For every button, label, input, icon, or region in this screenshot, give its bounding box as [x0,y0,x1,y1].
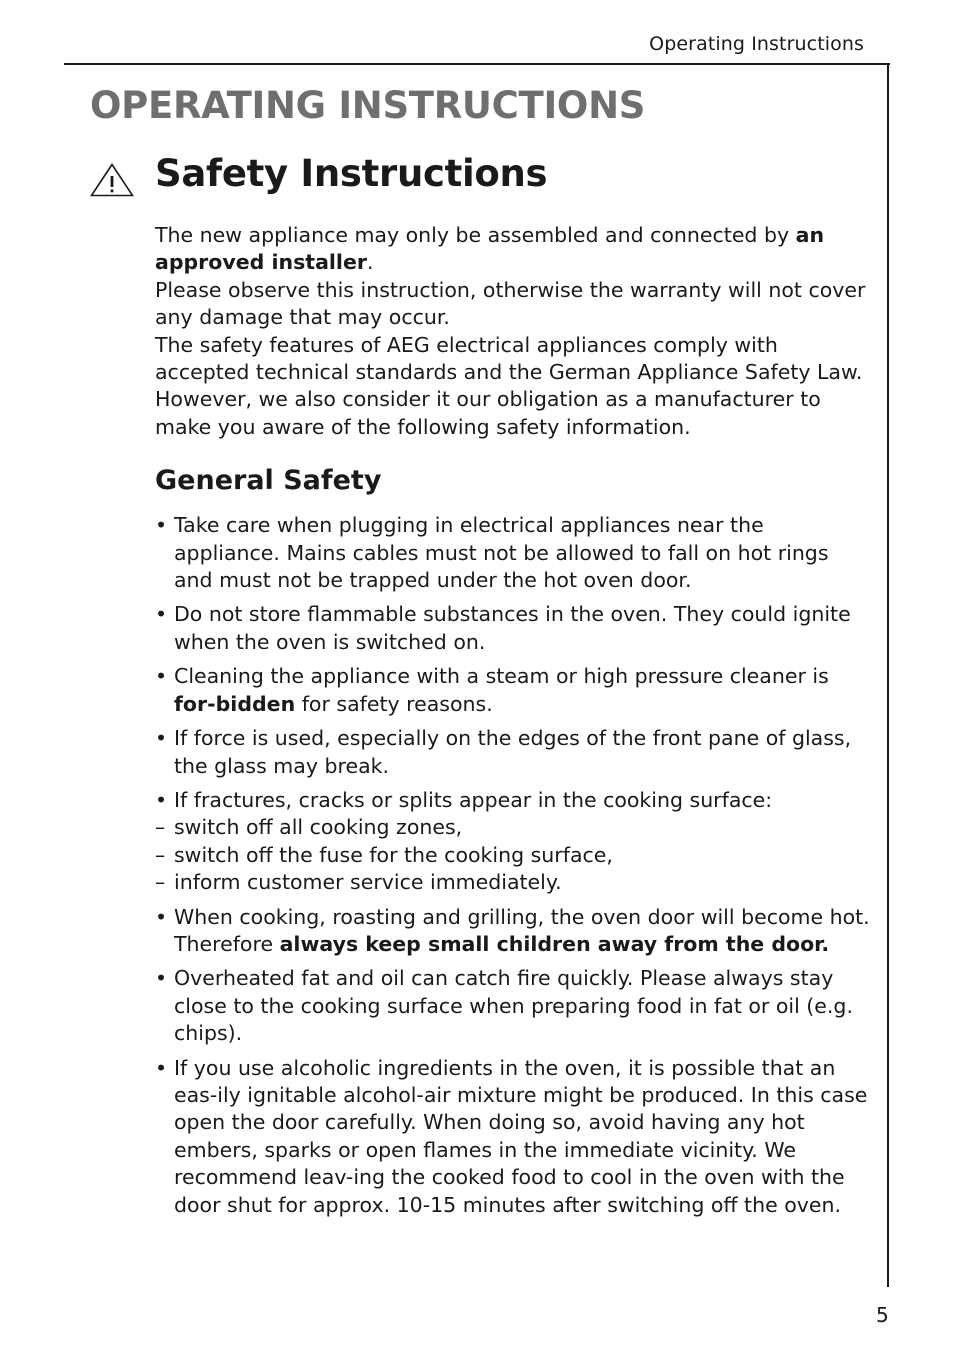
section-title: OPERATING INSTRUCTIONS [90,84,646,127]
sub-list-item-text: switch off all cooking zones, [174,815,463,840]
safety-list [155,512,870,1219]
list-item [155,1055,870,1219]
sub-list-item [155,869,870,896]
bullet-marker: • [155,664,168,689]
intro-text: The new appliance may only be assembled and connected by [155,223,796,247]
list-item [155,904,870,959]
bullet-marker: • [155,966,168,991]
bullet-marker: • [155,726,168,751]
list-item-text: If fractures, cracks or splits appear in the cooking surface: [174,787,773,812]
dash-marker: – [155,815,166,840]
warning-triangle-icon [90,163,134,197]
bullet-marker: • [155,787,168,812]
intro-paragraph-3: The safety features of AEG electrical appliances comply with accepted technical standards and the German Appliance Safety Law. However, we also consider it our obligation as a manufacturer to make you aware of the following safety information. [155,332,863,439]
list-item-emphasis: always keep small children away from the door. [279,931,830,956]
dash-marker: – [155,870,166,895]
list-item [155,512,870,594]
safety-heading: Safety Instructions [155,152,548,195]
list-item [155,663,870,718]
list-item [155,601,870,656]
list-item-text: Do not store flammable substances in the oven. They could ignite when the oven is switched on. [174,602,851,654]
sub-list-item-text: inform customer service immediately. [174,870,562,895]
page-number: 5 [876,1303,889,1327]
sub-list-item [155,842,870,869]
bullet-marker: • [155,904,168,929]
list-item-text: If you use alcoholic ingredients in the oven, it is possible that an eas-ily ignitable alcohol-air mixture might be produced. In this case open the door carefully. When doing so, avoid having any hot embers, sparks or open flames in the immediate vicinity. We recommend leav-ing the cooked food to cool in the oven with the door shut for approx. 10-15 minutes after switching off the oven. [174,1055,868,1217]
margin-rule [887,63,889,1287]
running-header: Operating Instructions [649,33,864,55]
bullet-marker: • [155,602,168,627]
list-item-text: Cleaning the appliance with a steam or high pressure cleaner is [174,664,829,689]
sub-list-item [155,814,870,841]
intro-paragraph-1 [155,222,870,277]
dash-marker: – [155,842,166,867]
header-rule [64,63,890,65]
bullet-marker: • [155,1055,168,1080]
list-item-text-end: for safety reasons. [295,691,493,716]
intro-emphasis: an approved installer [155,223,825,275]
list-item-text: When cooking, roasting and grilling, the oven door will become hot. Therefore [174,904,870,956]
list-item-text: If force is used, especially on the edges of the front pane of glass, the glass may break. [174,726,852,778]
main-content [155,222,870,1226]
intro-text-end: . [366,250,374,275]
list-item-text: Take care when plugging in electrical appliances near the appliance. Mains cables must not be allowed to fall on hot rings and must not be trapped under the hot oven door. [174,513,829,593]
list-item-emphasis: for-bidden [174,691,296,716]
intro-paragraph-2: Please observe this instruction, otherwise the warranty will not cover any damage that may occur. [155,277,866,330]
sub-list-item-text: switch off the fuse for the cooking surface, [174,842,613,867]
list-item [155,725,870,780]
general-safety-heading: General Safety [155,465,382,497]
list-item [155,787,870,897]
list-item-text: Overheated fat and oil can catch fire quickly. Please always stay close to the cooking surface when preparing food in fat or oil (e.g. chips). [174,966,853,1046]
bullet-marker: • [155,513,168,538]
list-item [155,965,870,1047]
